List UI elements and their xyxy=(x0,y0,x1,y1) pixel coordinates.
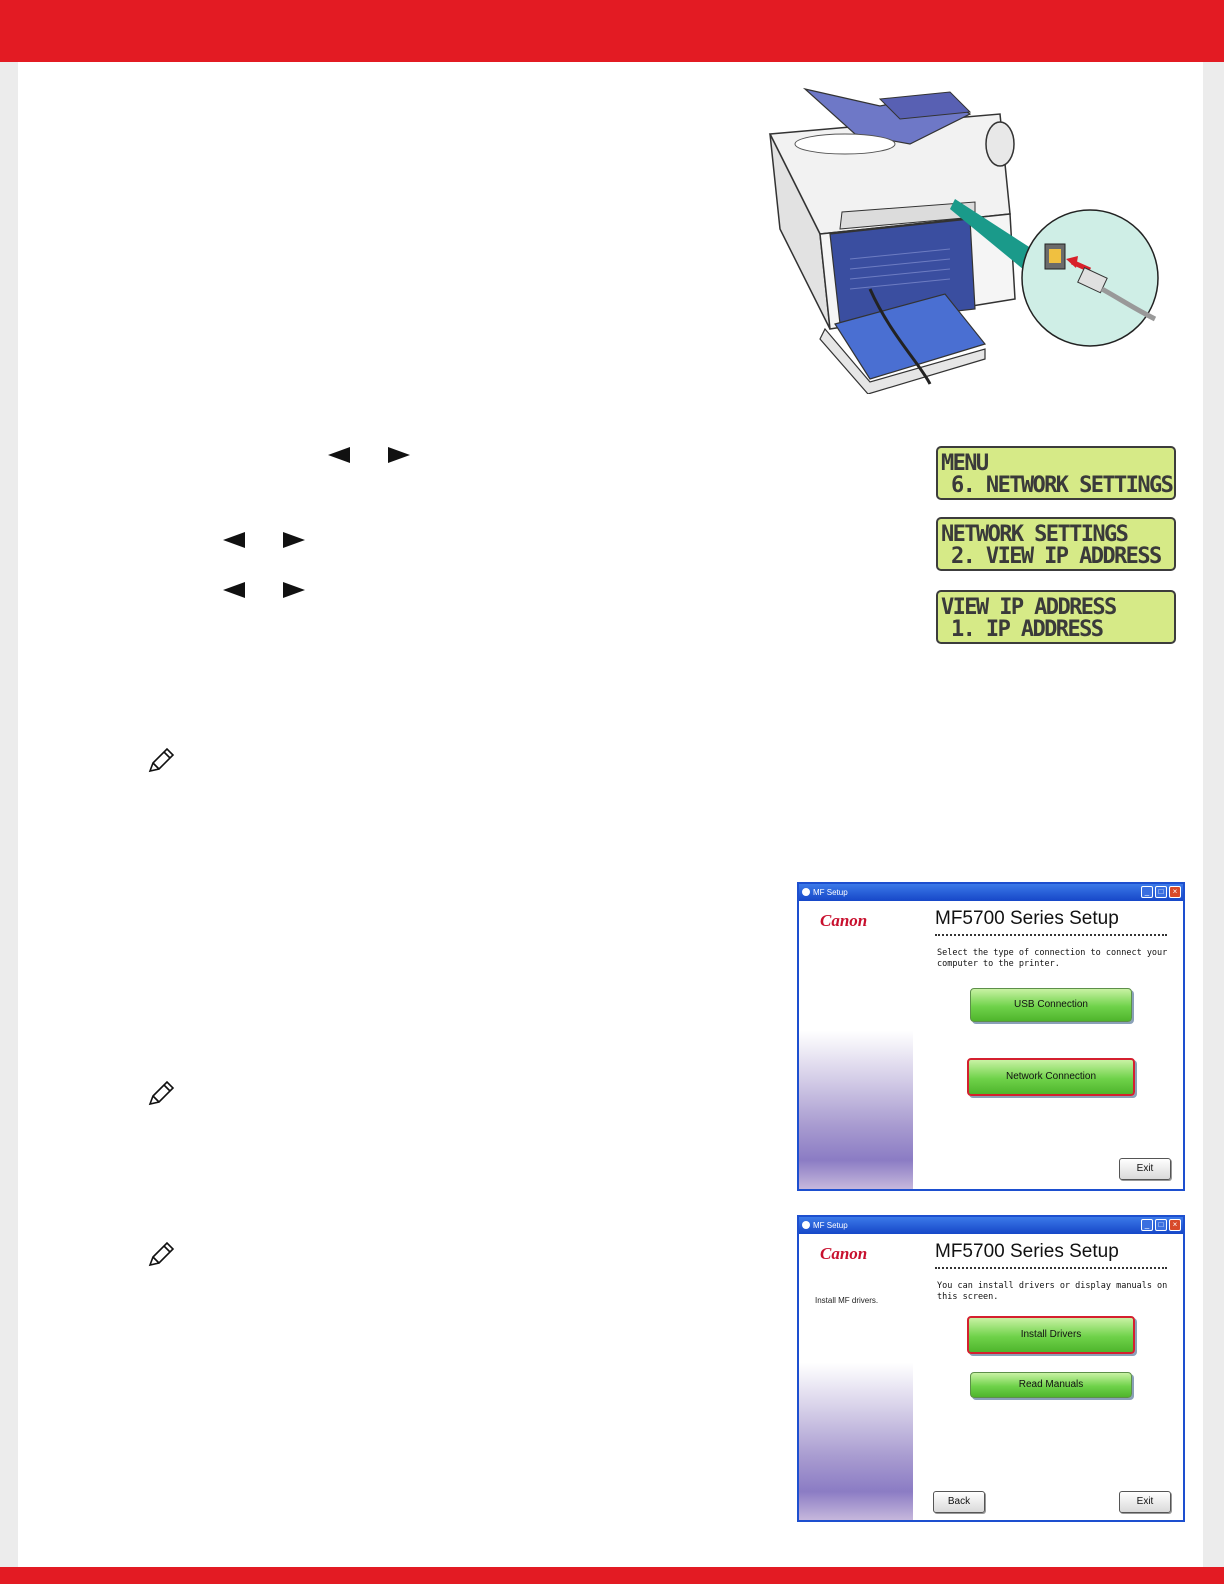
lcd-line-1: MENU xyxy=(941,451,988,476)
setup-heading: MF5700 Series Setup xyxy=(935,908,1119,929)
canon-logo: Canon xyxy=(820,911,868,930)
close-icon[interactable]: × xyxy=(1169,1219,1181,1231)
install-drivers-button[interactable]: Install Drivers xyxy=(967,1316,1135,1354)
setup-description: Select the type of connection to connect your computer to the printer. xyxy=(937,948,1168,969)
lcd-screen-network-settings xyxy=(936,517,1176,571)
lcd-screen-view-ip xyxy=(936,590,1176,644)
bottom-banner xyxy=(0,1567,1224,1584)
side-caption: Install MF drivers. xyxy=(815,1296,879,1305)
right-arrow-icon xyxy=(388,447,410,463)
decorative-panel xyxy=(799,1234,913,1520)
lcd-line-1: NETWORK SETTINGS xyxy=(941,522,1128,547)
pencil-note-icon xyxy=(146,1241,176,1269)
lcd-line-2: 6. NETWORK SETTINGS xyxy=(951,473,1173,498)
dotted-divider xyxy=(935,934,1167,936)
minimize-icon[interactable]: _ xyxy=(1141,1219,1153,1231)
network-connection-button[interactable]: Network Connection xyxy=(967,1058,1135,1096)
setup-heading: MF5700 Series Setup xyxy=(935,1241,1119,1262)
window-titlebar xyxy=(799,1217,1183,1234)
app-icon xyxy=(802,1221,810,1229)
lcd-line-2: 1. IP ADDRESS xyxy=(951,617,1103,642)
window-title: MF Setup xyxy=(813,1221,848,1230)
right-arrow-icon xyxy=(283,582,305,598)
printer-lan-illustration xyxy=(760,84,1180,394)
canon-logo: Canon xyxy=(820,1244,868,1263)
left-arrow-icon xyxy=(328,447,350,463)
dotted-divider xyxy=(935,1267,1167,1269)
lcd-screen-menu xyxy=(936,446,1176,500)
setup-window-drivers xyxy=(797,1215,1185,1522)
maximize-icon[interactable]: □ xyxy=(1155,886,1167,898)
usb-connection-button[interactable]: USB Connection xyxy=(970,988,1132,1022)
lcd-line-2: 2. VIEW IP ADDRESS xyxy=(951,544,1161,569)
back-button[interactable]: Back xyxy=(933,1491,985,1513)
left-arrow-icon xyxy=(223,532,245,548)
setup-description: You can install drivers or display manuals on this screen. xyxy=(937,1281,1168,1302)
minimize-icon[interactable]: _ xyxy=(1141,886,1153,898)
window-title: MF Setup xyxy=(813,888,848,897)
close-icon[interactable]: × xyxy=(1169,886,1181,898)
left-arrow-icon xyxy=(223,582,245,598)
pencil-note-icon xyxy=(146,747,176,775)
setup-window-connection xyxy=(797,882,1185,1191)
maximize-icon[interactable]: □ xyxy=(1155,1219,1167,1231)
decorative-panel xyxy=(799,901,913,1189)
lcd-line-1: VIEW IP ADDRESS xyxy=(941,595,1116,620)
exit-button[interactable]: Exit xyxy=(1119,1158,1171,1180)
pencil-note-icon xyxy=(146,1080,176,1108)
exit-button[interactable]: Exit xyxy=(1119,1491,1171,1513)
read-manuals-button[interactable]: Read Manuals xyxy=(970,1372,1132,1398)
left-margin xyxy=(0,62,18,1567)
right-margin xyxy=(1203,62,1224,1567)
window-titlebar xyxy=(799,884,1183,901)
app-icon xyxy=(802,888,810,896)
right-arrow-icon xyxy=(283,532,305,548)
top-banner xyxy=(0,0,1224,62)
